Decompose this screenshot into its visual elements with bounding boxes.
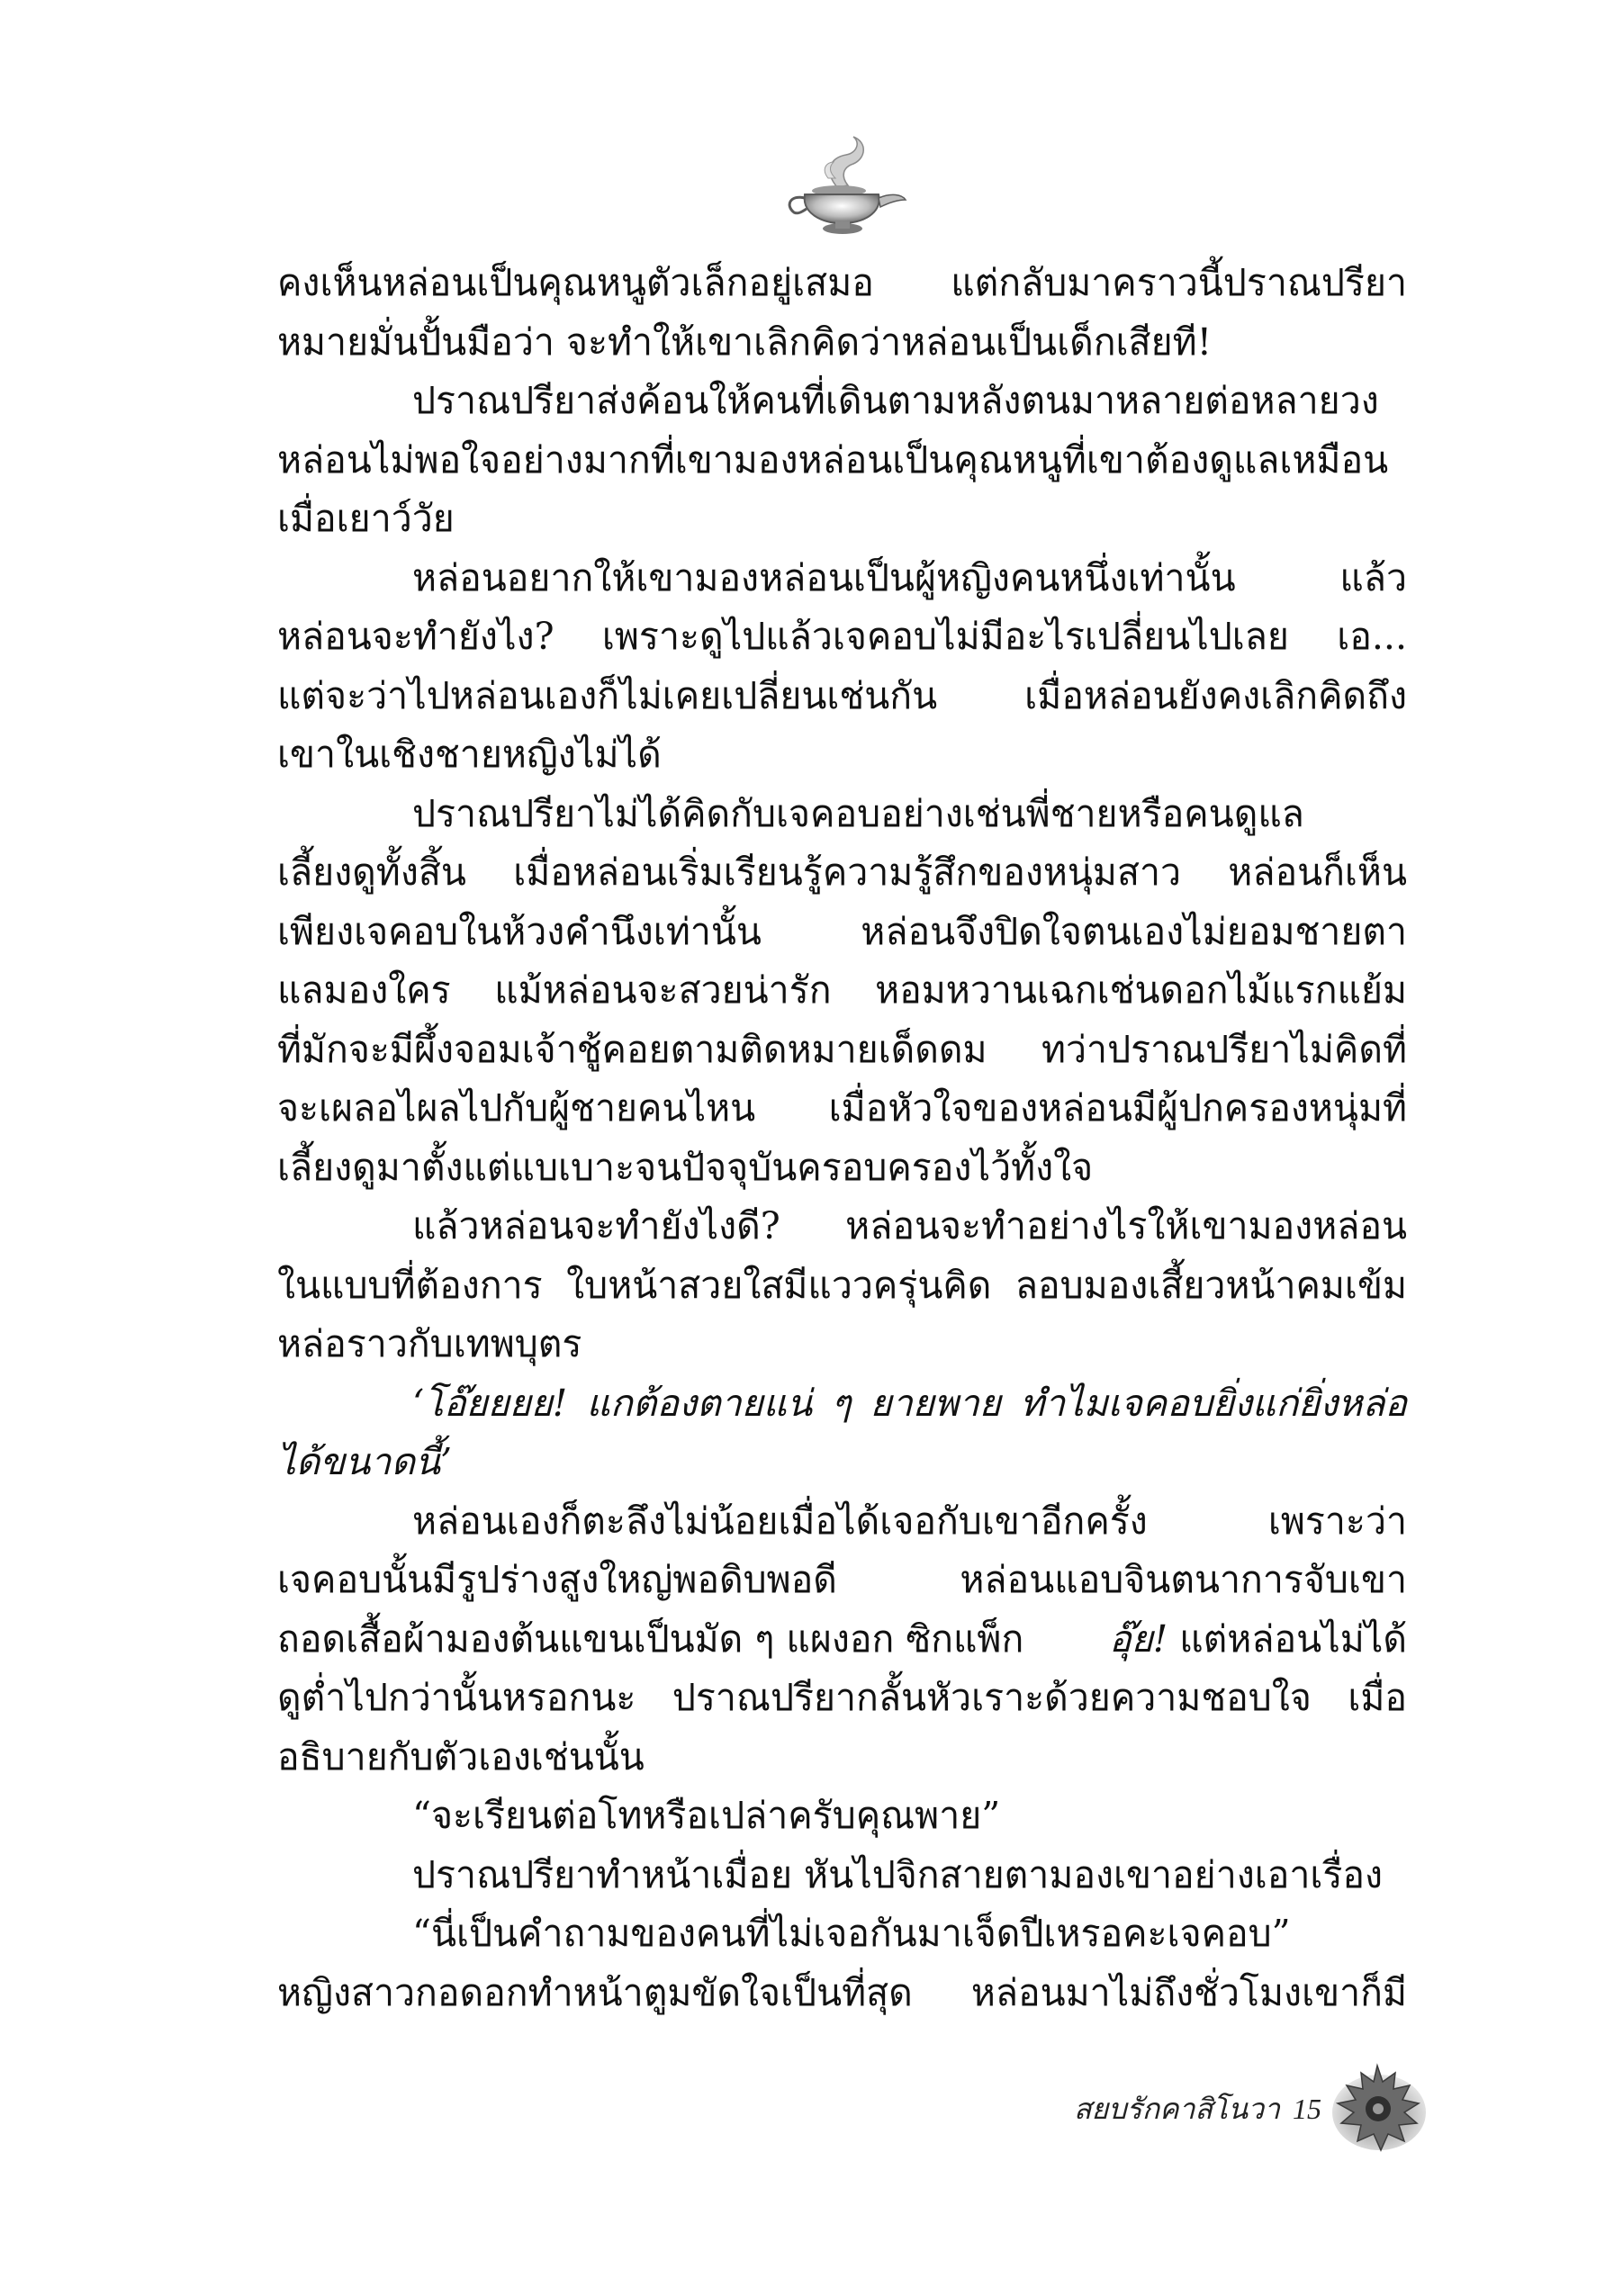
text-line-24-start: ถอดเสื้อผ้ามองต้นแขนเป็นมัด ๆ แผงอก ซิกแพ็ก (277, 1616, 1024, 1661)
text-line-15: จะเผลอไผลไปกับผู้ชายคนไหน เมื่อหัวใจของหล่อนมีผู้ปกครองหนุ่มที่ (277, 1086, 1407, 1130)
text-line-19: หล่อราวกับเทพบุตร (277, 1322, 582, 1365)
text-line-26: อธิบายกับตัวเองเช่นนั้น (277, 1734, 645, 1778)
footer-book-title: สยบรักคาสิโนวา (1073, 2091, 1280, 2126)
text-line-18: ในแบบที่ต้องการ ใบหน้าสวยใสมีแววครุ่นคิด ลอบมองเสี้ยวหน้าคมเข้ม (277, 1263, 1407, 1307)
text-line-8: แต่จะว่าไปหล่อนเองก็ไม่เคยเปลี่ยนเช่นกัน เมื่อหล่อนยังคงเลิกคิดถึง (277, 673, 1407, 717)
page-footer (1074, 2077, 1321, 2140)
text-line-24 (277, 1610, 1407, 1670)
text-line-7: หล่อนจะทำยังไง? เพราะดูไปแล้วเจคอบไม่มีอะไรเปลี่ยนไปเลย เอ... (277, 615, 1407, 658)
text-line-11: เลี้ยงดูทั้งสิ้น เมื่อหล่อนเริ่มเรียนรู้ความรู้สึกของหนุ่มสาว หล่อนก็เห็น (277, 851, 1407, 894)
text-line-17: แล้วหล่อนจะทำยังไงดี? หล่อนจะทำอย่างไรให้เขามองหล่อน (412, 1204, 1407, 1247)
text-line-6: หล่อนอยากให้เขามองหล่อนเป็นผู้หญิงคนหนึ่งเท่านั้น แล้ว (412, 555, 1407, 599)
lamp-ornament-icon (774, 135, 909, 243)
text-line-10: ปราณปรียาไม่ได้คิดกับเจคอบอย่างเช่นพี่ชายหรือคนดูแล (412, 791, 1304, 835)
text-line-24-tail: แต่หล่อนไม่ได้ (1179, 1616, 1407, 1661)
text-line-24-end (1109, 1610, 1407, 1670)
text-line-23: เจคอบนั้นมีรูปร่างสูงใหญ่พอดิบพอดี หล่อนแอบจินตนาการจับเขา (277, 1558, 1407, 1601)
text-line-28: ปราณปรียาทำหน้าเมื่อย หันไปจิกสายตามองเขาอย่างเอาเรื่อง (412, 1852, 1384, 1896)
text-line-20: ‘โอ๊ยยยย! แกต้องตายแน่ ๆ ยายพาย ทำไมเจคอบยิ่งแก่ยิ่งหล่อ (412, 1381, 1407, 1425)
text-line-13: แลมองใคร แม้หล่อนจะสวยน่ารัก หอมหวานเฉกเช่นดอกไม้แรกแย้ม (277, 968, 1407, 1012)
flower-ornament-icon (1323, 2057, 1431, 2156)
text-line-3: ปราณปรียาส่งค้อนให้คนที่เดินตามหลังตนมาหลายต่อหลายวง (412, 379, 1379, 422)
text-line-30: หญิงสาวกอดอกทำหน้าตูมขัดใจเป็นที่สุด หล่อนมาไม่ถึงชั่วโมงเขาก็มี (277, 1970, 1407, 2014)
text-line-22: หล่อนเองก็ตะลึงไม่น้อยเมื่อได้เจอกับเขาอีกครั้ง เพราะว่า (412, 1499, 1407, 1543)
footer-page-number: 15 (1293, 2092, 1321, 2125)
text-line-1: คงเห็นหล่อนเป็นคุณหนูตัวเล็กอยู่เสมอ แต่กลับมาคราวนี้ปราณปรียา (277, 261, 1407, 304)
text-line-5: เมื่อเยาว์วัย (277, 497, 455, 540)
body-text (277, 254, 1407, 2022)
text-line-14: ที่มักจะมีผึ้งจอมเจ้าชู้คอยตามติดหมายเด็ดดม ทว่าปราณปรียาไม่คิดที่ (277, 1027, 1407, 1071)
text-line-21: ได้ขนาดนี้’ (277, 1440, 453, 1483)
text-line-12: เพียงเจคอบในห้วงคำนึงเท่านั้น หล่อนจึงปิดใจตนเองไม่ยอมชายตา (277, 909, 1407, 953)
text-line-9: เขาในเชิงชายหญิงไม่ได้ (277, 733, 662, 776)
text-line-24-italic: อุ๊ย! (1109, 1616, 1168, 1661)
text-line-4: หล่อนไม่พอใจอย่างมากที่เขามองหล่อนเป็นคุณหนูที่เขาต้องดูแลเหมือน (277, 437, 1389, 482)
text-line-29: “นี่เป็นคำถามของคนที่ไม่เจอกันมาเจ็ดปีเหรอคะเจคอบ” (412, 1912, 1291, 1955)
text-line-16: เลี้ยงดูมาตั้งแต่แบเบาะจนปัจจุบันครอบครองไว้ทั้งใจ (277, 1145, 1094, 1189)
text-line-27: “จะเรียนต่อโทหรือเปล่าครับคุณพาย” (412, 1794, 1001, 1837)
text-line-25: ดูต่ำไปกว่านั้นหรอกนะ ปราณปรียากลั้นหัวเราะด้วยความชอบใจ เมื่อ (277, 1676, 1407, 1719)
text-line-2: หมายมั่นปั้นมือว่า จะทำให้เขาเลิกคิดว่าหล่อนเป็นเด็กเสียที! (277, 320, 1213, 364)
